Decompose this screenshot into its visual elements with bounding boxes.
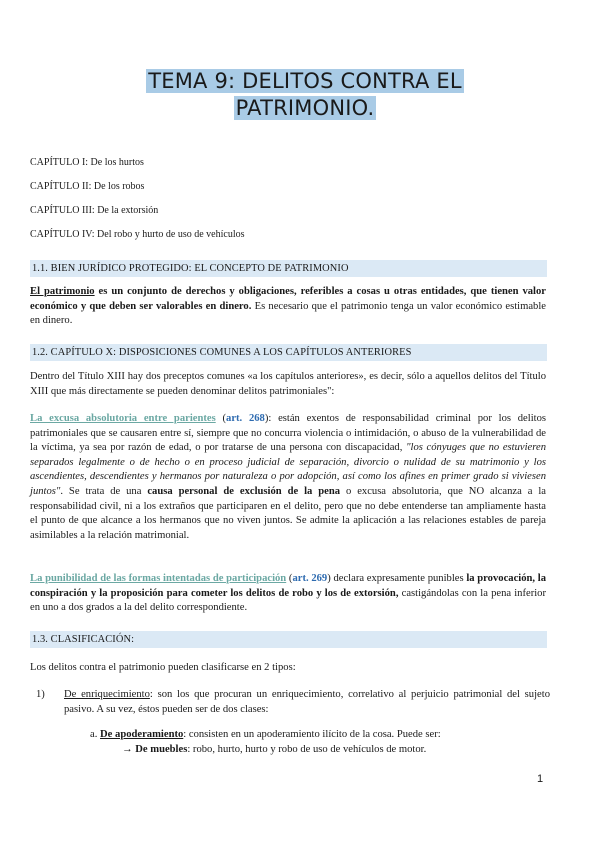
definition-plain: Es necesario que el patrimonio tenga un valor económico estimable en dinero.: [30, 300, 546, 327]
title-line-1: TEMA 9: DELITOS CONTRA EL: [148, 69, 462, 93]
definition-bold: es un conjunto de derechos y obligaciones, referibles a cosas u otras entidades, que tienen valor económico y que deben ser valorables en dinero.: [30, 286, 546, 312]
arrow-icon: →: [122, 744, 133, 755]
section-2-intro: Dentro del Título XIII hay dos preceptos comunes «a los capítulos anteriores», es decir, sólo a aquellos delitos del Título XIII que más directamente se pueden denominar delitos patrimoniales":: [30, 371, 546, 397]
list-item-apoderamiento: a. De apoderamiento: consisten en un apoderamiento ilícito de la cosa. Puede ser:: [90, 729, 441, 740]
excusa-absolutoria-item: La excusa absolutoria entre parientes (art. 268): están exentos de responsabilidad criminal por los delitos patrimoniales que se causaren entre sí, siempre que no concurra violencia o intimidación, o abuso de la vulnerabilidad de la víctima, ya sea por razón de edad, o por tratarse de una persona con discapacidad, "los cónyuges que no estuvieren separados legalmente o de hecho o en proceso judicial de separación, divorcio o nulidad de su matrimonio y los ascendientes, descendientes y hermanos por naturaleza o por adopción, así como los afines en primer grado si viviesen juntos". Se trata de una causa personal de exclusión de la pena o excusa absolutoria, que NO alcanza a la responsabilidad civil, ni a los extraños que participaren en el delito, pero que no debe entenderse tan ampliamente hasta el punto de que alcance a los hermanos que no viven juntos. Se admite la aplicación a las relaciones estables de pareja asimilables a la relación matrimonial.: [30, 413, 547, 541]
term-enriquecimiento: De enriquecimiento: [64, 689, 150, 700]
art-269-ref[interactable]: art. 269: [292, 573, 328, 584]
excusa-absolutoria-link[interactable]: La excusa absolutoria entre parientes: [30, 413, 216, 424]
chapter-item: CAPÍTULO I: De los hurtos: [30, 157, 144, 168]
term-patrimonio: El patrimonio: [30, 286, 95, 297]
quote-text: "los cónyuges que no estuvieren separados legalmente o de hecho o en proceso judicial de separación, divorcio o nulidad de su matrimonio y los ascendientes, descendientes y hermanos por naturaleza o por adopción, así como los afines en primer grado si viviesen juntos": [30, 442, 546, 497]
chapter-item: CAPÍTULO IV: Del robo y hurto de uso de vehículos: [30, 229, 245, 240]
chapter-item: CAPÍTULO II: De los robos: [30, 181, 145, 192]
page-number: 1: [537, 773, 544, 785]
list-item-enriquecimiento: 1) De enriquecimiento: son los que procuran un enriquecimiento, correlativo al perjuicio patrimonial del sujeto pasivo. A su vez, éstos pueden ser de dos clases:: [36, 689, 550, 715]
provocacion-bold: la provocación, la conspiración y la proposición para cometer los delitos de robo y los de extorsión,: [30, 573, 547, 599]
section-heading-1-2: 1.2. CAPÍTULO X: DISPOSICIONES COMUNES A LOS CAPÍTULOS ANTERIORES: [30, 344, 547, 361]
term-apoderamiento: De apoderamiento: [100, 729, 184, 740]
causa-personal-bold: causa personal de exclusión de la pena: [147, 485, 341, 497]
punibilidad-link[interactable]: La punibilidad de las formas intentadas de participación: [30, 573, 287, 584]
section-heading-1-3: 1.3. CLASIFICACIÓN:: [30, 631, 547, 648]
list-item-muebles: → De muebles: robo, hurto, hurto y robo de uso de vehículos de motor.: [122, 744, 427, 755]
patrimonio-definition: [30, 285, 546, 329]
section-heading-1-1: 1.1. BIEN JURÍDICO PROTEGIDO: EL CONCEPTO DE PATRIMONIO: [30, 260, 547, 277]
title-line-2: PATRIMONIO.: [235, 96, 375, 120]
page-title: [105, 68, 505, 122]
art-268-ref[interactable]: art. 268: [226, 413, 265, 424]
chapter-list: [30, 156, 245, 252]
punibilidad-item: La punibilidad de las formas intentadas de participación (art. 269) declara expresamente punibles la provocación, la conspiración y la proposición para cometer los delitos de robo y los de extorsión, castigándolas con la pena inferior en uno a dos grados a la del delito correspondiente.: [30, 573, 547, 614]
classification-intro: Los delitos contra el patrimonio pueden clasificarse en 2 tipos:: [30, 662, 296, 673]
chapter-item: CAPÍTULO III: De la extorsión: [30, 205, 159, 216]
term-muebles: De muebles: [135, 744, 188, 755]
